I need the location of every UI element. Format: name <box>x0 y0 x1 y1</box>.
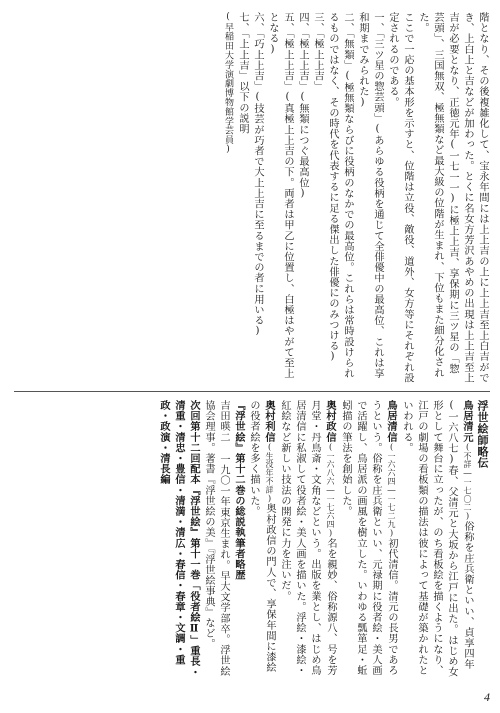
note-heading: 『浮世絵』第十二巻の総説執筆者略歴 <box>233 400 245 581</box>
paragraph: 五、「極上上吉」(真極上上吉の下。両者は甲乙に位置し、白極はやがて至上となる) <box>267 12 293 379</box>
top-text-column <box>14 12 490 384</box>
biography-entry <box>338 400 399 683</box>
paragraph: ここで一応の基本形を示すと、位階は立役、敵役、道外、女方等にそれぞれ設定されるのである。 <box>387 12 413 383</box>
section-divider <box>14 391 490 392</box>
artist-name: 奥村利信 <box>263 400 275 443</box>
biography-entry <box>246 400 277 683</box>
artist-dates: (不詳―一七〇二) <box>463 442 472 522</box>
biography-entry <box>277 400 338 683</box>
artist-text: 奥村政信の門人で、享保年間に漆絵の役者絵を多く描いた。 <box>248 400 275 673</box>
bottom-text-column <box>14 400 490 683</box>
paragraph: 四、「極上上吉」(無類につぐ最高位) <box>297 12 308 200</box>
paragraph: 階となり、その後複雑化して、宝永年間には上上吉の上に上上吉至上白吉ができ、上白上と吉などが加わった。とくに名女方芳沢あやめの出現は上上吉至上吉が必要となり、正徳元年(一七一一)に極上上吉、享保期に三ツ星の「惣芸頭」、三国無双、極無類など最大級の位階が生まれ、下位もまた細分化された。 <box>417 12 488 383</box>
artist-dates: (生没年不詳) <box>265 442 274 504</box>
artist-name: 鳥居清信 <box>385 400 397 443</box>
artist-text: 初代清信。清元の長男であろうという。俗称を庄兵衛といい、元禄期に役者絵・美人画で活躍し、鳥居派の画風を樹立した。いわゆる瓢箪足・蚯蚓描の筆法を創始した。 <box>340 400 397 676</box>
artist-text: 名を親妙、俗称源八、号を芳月堂・丹鳥斎・文角などという。出版を業とし、はじめ鳥居清信に私淑して役者絵・美人画を描いた。浮絵・漆絵・紅絵など新しい技法の開発に力を注いだ。 <box>279 400 336 676</box>
paragraph: 二、「無類」(極無類ならびに役柄のなかでの最高位。これらは常時設けられるものではなく、その時代を代表するに足る傑出した俳優にのみつける) <box>327 12 353 379</box>
artist-name: 鳥居清元 <box>461 400 473 443</box>
artist-text: 俗称を庄兵衛といい、貞享四年(一六八七)春、父清元と大坂から江戸に出た。はじめ女形として舞台に立ったが、のち看板絵を描くようになり、江戸の劇場の看板類の描法は彼によって基礎が築かれたといわれる。 <box>401 400 473 678</box>
series-title: 浮世絵師略伝 <box>476 400 489 469</box>
artist-name: 奥村政信 <box>324 400 336 443</box>
paragraph: 三、「極上上吉」 <box>312 12 323 92</box>
note-text: 吉田暎二 一九〇一年東京生まれ。早大文学部卒。浮世絵協会理事。著書『浮世絵の美』『浮世絵事典』など。 <box>203 400 229 677</box>
paragraph: 一、「三ツ星の惣芸頭」(あらゆる役柄を通じて全俳優中の最高位、これは享和期までみられた) <box>357 12 383 379</box>
biography-entry <box>399 400 475 683</box>
author-credit: (早稲田大学演劇博物館学芸員) <box>223 12 233 155</box>
page-number: 4 <box>484 690 490 704</box>
artist-dates: (一六八六―一七六四) <box>326 442 335 538</box>
paragraph: 七、「上上吉」以下の説明 <box>237 12 248 135</box>
artist-dates: (一六六四―一七二九) <box>387 442 396 538</box>
next-issue-notice: 次回第十二回配本『浮世絵』第十一巻「役者絵Ⅱ」重長・清重・清忠・豊信・清満・清広・春信・春章・文調・重政・政演・清長編 <box>158 400 200 678</box>
paragraph: 六、「巧上上吉」(技芸が巧者で大上上吉に至るまでの者に用いる) <box>252 12 263 338</box>
